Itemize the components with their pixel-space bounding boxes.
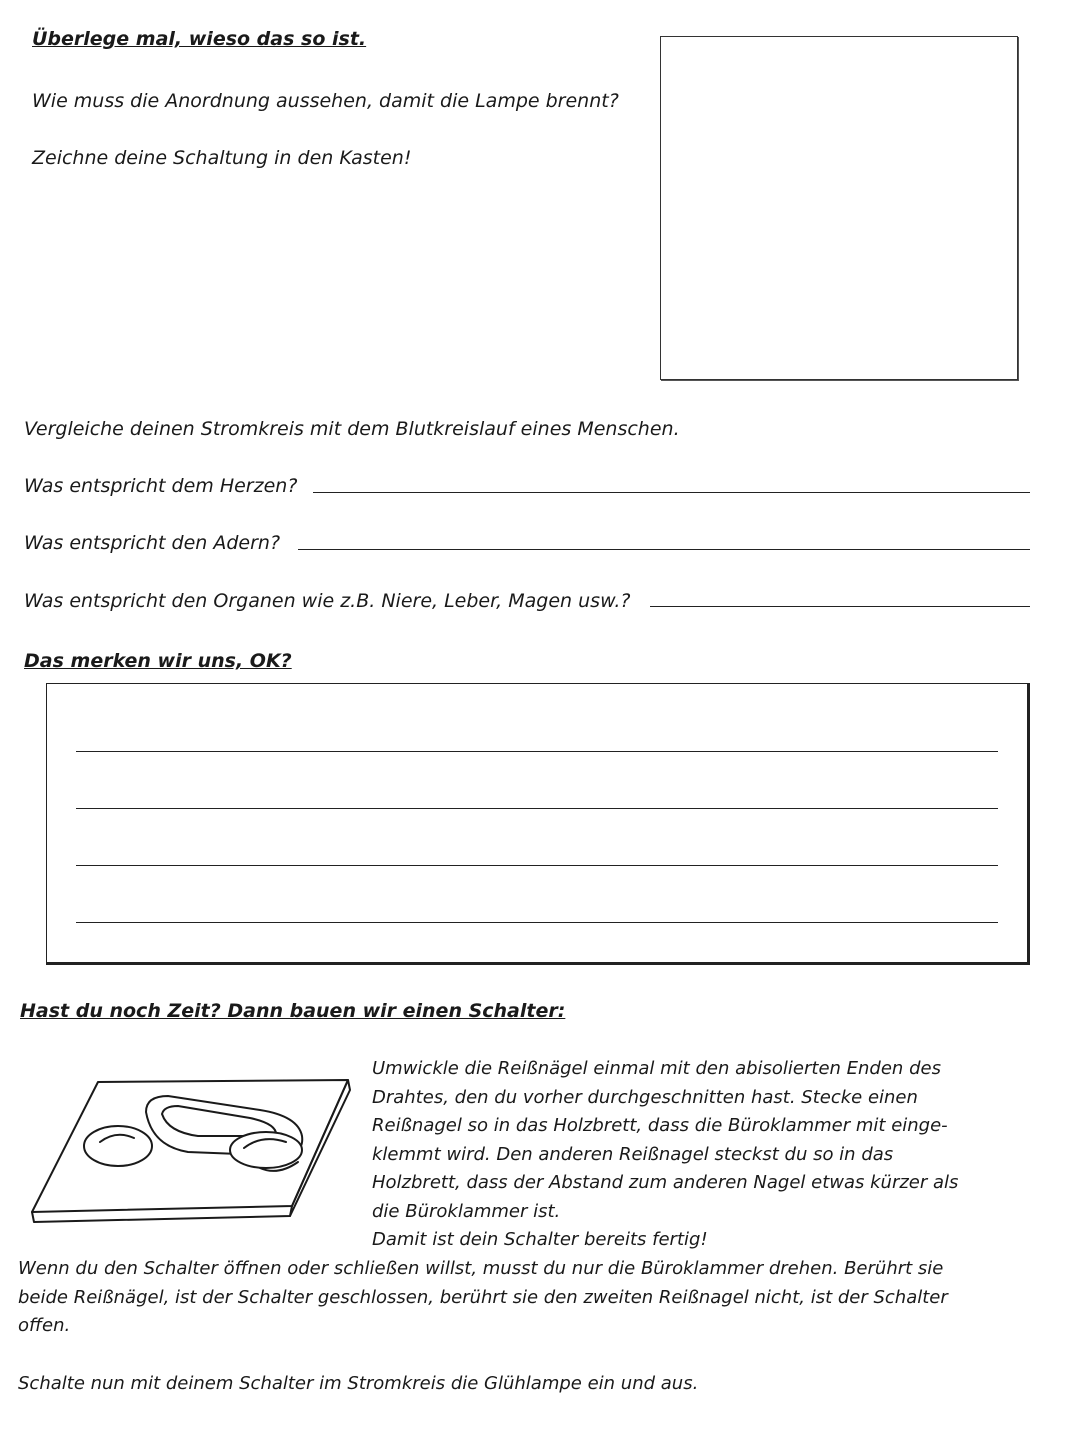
- heading-merken: Das merken wir uns, OK?: [24, 650, 292, 672]
- instruction-line: Damit ist dein Schalter bereits fertig!: [372, 1229, 708, 1250]
- memo-line[interactable]: [76, 922, 998, 923]
- instruction-line: Reißnagel so in das Holzbrett, dass die Büroklammer mit einge-: [372, 1115, 948, 1136]
- instruction-line: Umwickle die Reißnägel einmal mit den abisolierten Enden des: [372, 1058, 941, 1079]
- heading-ueberlege: Überlege mal, wieso das so ist.: [32, 28, 367, 50]
- final-instruction: Schalte nun mit deinem Schalter im Stromkreis die Glühlampe ein und aus.: [18, 1373, 699, 1394]
- question-adern: Was entspricht den Adern?: [24, 532, 281, 554]
- question-organe: Was entspricht den Organen wie z.B. Niere, Leber, Magen usw.?: [24, 590, 631, 612]
- usage-line: beide Reißnägel, ist der Schalter geschlossen, berührt sie den zweiten Reißnagel nicht, ist der Schalter: [18, 1286, 948, 1308]
- usage-line: Wenn du den Schalter öffnen oder schließen willst, musst du nur die Büroklammer drehen. Berührt sie: [18, 1258, 944, 1279]
- heading-schalter: Hast du noch Zeit? Dann bauen wir einen Schalter:: [20, 1000, 566, 1022]
- memo-line[interactable]: [76, 808, 998, 809]
- instruction-line: die Büroklammer ist.: [372, 1200, 561, 1222]
- question-zeichne: Zeichne deine Schaltung in den Kasten!: [32, 147, 412, 169]
- instruction-line: Drahtes, den du vorher durchgeschnitten hast. Stecke einen: [372, 1086, 918, 1108]
- instruction-line: Holzbrett, dass der Abstand zum anderen Nagel etwas kürzer als: [372, 1172, 959, 1193]
- switch-instructions: [372, 1055, 958, 1255]
- compare-intro: Vergleiche deinen Stromkreis mit dem Blutkreislauf eines Menschen.: [24, 418, 680, 440]
- question-anordnung: Wie muss die Anordnung aussehen, damit die Lampe brennt?: [32, 90, 619, 112]
- question-herz: Was entspricht dem Herzen?: [24, 475, 298, 497]
- switch-illustration: [28, 1076, 352, 1226]
- answer-line-organe[interactable]: [650, 606, 1030, 607]
- answer-line-adern[interactable]: [298, 549, 1030, 550]
- memo-line[interactable]: [76, 865, 998, 866]
- switch-usage: [18, 1255, 948, 1341]
- memo-line[interactable]: [76, 751, 998, 752]
- drawing-box[interactable]: [660, 36, 1018, 380]
- answer-line-herz[interactable]: [313, 492, 1030, 493]
- usage-line: offen.: [18, 1315, 71, 1336]
- instruction-line: klemmt wird. Den anderen Reißnagel steckst du so in das: [372, 1143, 894, 1165]
